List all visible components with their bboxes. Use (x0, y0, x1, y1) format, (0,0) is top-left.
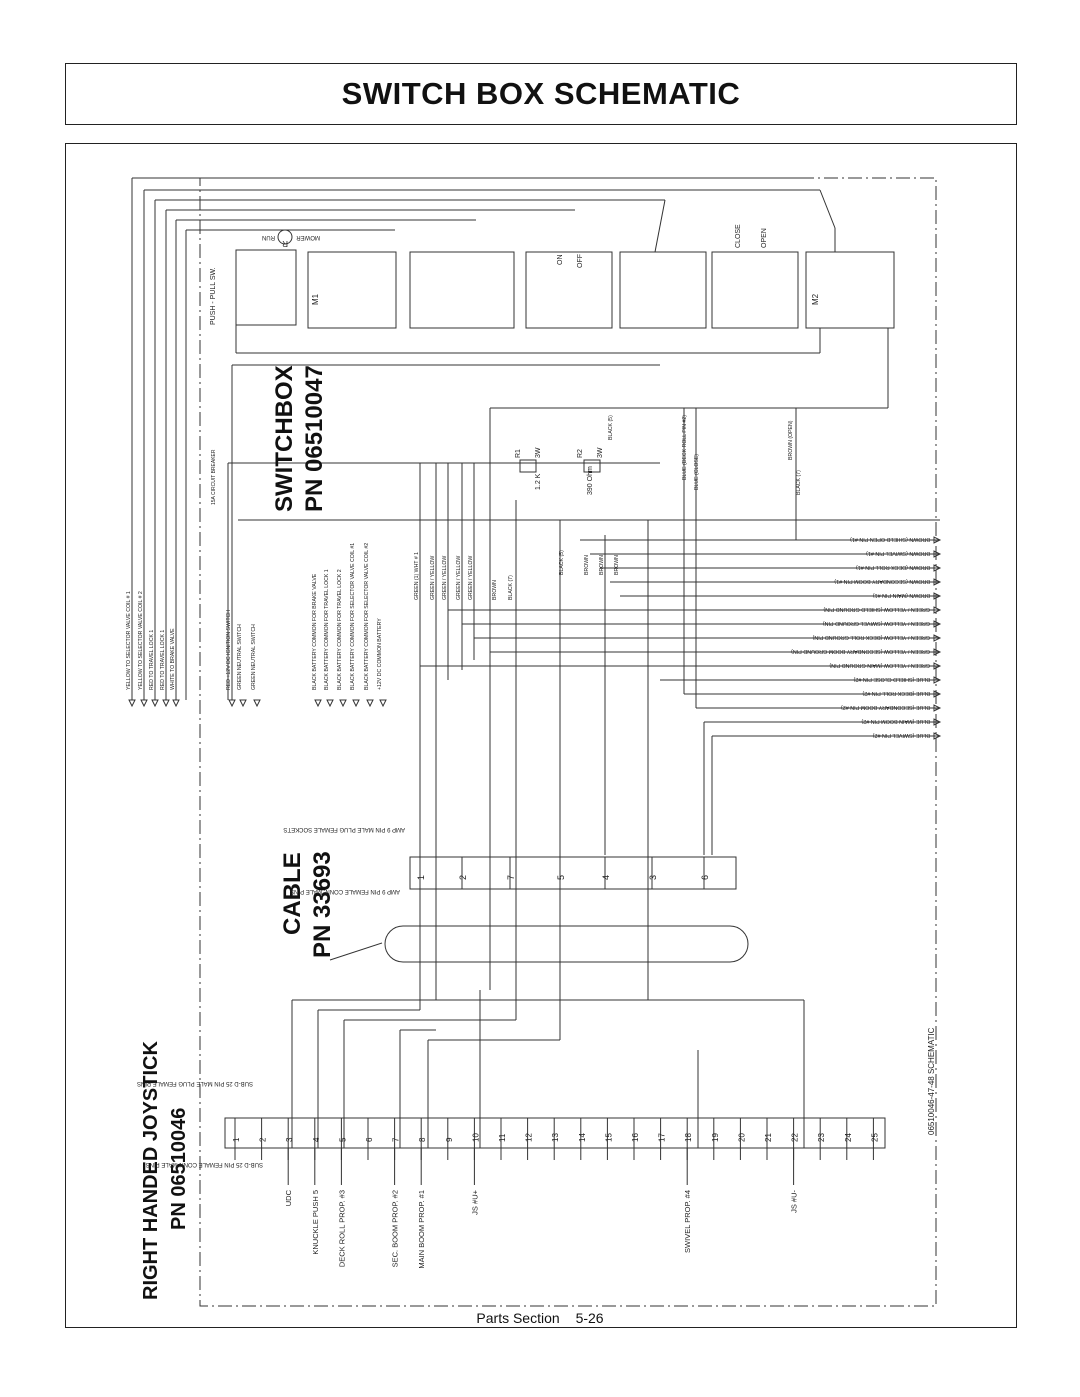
joystick-pin-number: 15 (604, 1133, 614, 1142)
left-wire-arrow (229, 700, 235, 706)
cable-pin-number: 4 (601, 874, 611, 880)
switchbox-wire-label: BLACK (7) (796, 470, 802, 495)
left-wire-arrow (367, 700, 373, 706)
joystick-pin-number: 9 (444, 1137, 454, 1142)
m2-label: M2 (811, 293, 820, 305)
left-wire-label: BLACK BATTERY COMMON FOR TRAVEL LOCK 2 (337, 569, 343, 690)
switchbox-wire-label: BLACK (5) (608, 415, 614, 440)
page-title: SWITCH BOX SCHEMATIC (341, 76, 741, 111)
wire-color-label: GREEN / YELLOW (468, 555, 474, 600)
resistor-r1 (520, 460, 536, 472)
m1-label: M1 (311, 293, 320, 305)
left-wire-label: GREEN NEUTRAL SWITCH (237, 624, 243, 690)
wire-color-label: BLACK (7) (508, 575, 514, 600)
joystick-signal-label: UDC (284, 1190, 294, 1207)
joystick-pin-number: 19 (710, 1133, 720, 1142)
joystick-connector (225, 1118, 885, 1148)
joystick-pin-number: 25 (870, 1133, 880, 1142)
joystick-pin-number: 18 (684, 1133, 694, 1142)
left-wire-label: GREEN NEUTRAL SWITCH (251, 624, 257, 690)
right-wire-label: BLUE (SECONDARY BOOM PIN #2) (840, 704, 930, 710)
switchbox-pn: PN 06510047 (301, 365, 328, 512)
joystick-pin-number: 12 (524, 1133, 534, 1142)
wire-color-label: BROWN (599, 555, 605, 575)
cable-pin-number: 2 (458, 874, 468, 880)
joystick-pn: PN 06510046 (168, 1107, 190, 1230)
left-wire-arrow (254, 700, 260, 706)
wire-color-label: BROWN (614, 555, 620, 575)
cable-pn: PN 33693 (309, 851, 336, 958)
cable-pin-number: 3 (648, 874, 658, 880)
right-wire-label: GREEN / YELLOW (SWIVEL GROUND PIN) (822, 620, 930, 626)
switchbox-wire-label: BLUE (DECK ROLL PIN #2) (682, 415, 688, 480)
left-wire-label: +12V DC COMMON BATTERY (377, 618, 383, 690)
page-footer (0, 1310, 1080, 1326)
joystick-conn-label: SUB-D 25 PIN FEMALE CONN MALE PINS (145, 1161, 263, 1167)
wire-color-label: BROWN (492, 580, 498, 600)
left-wire-arrow (240, 700, 246, 706)
joystick-pin-number: 2 (258, 1137, 268, 1142)
joystick-pin-number: 13 (551, 1133, 561, 1142)
cable-connector-block (410, 857, 736, 889)
right-wire-label: BROWN (SWIVEL PIN #1) (866, 550, 930, 556)
joystick-pin-number: 21 (764, 1133, 773, 1142)
left-wire-label: RED +12V DC IGNITION SWITCH (226, 610, 232, 690)
joystick-pin-number: 5 (338, 1137, 348, 1142)
push-pull-label: PUSH - PULL SW. (210, 267, 217, 325)
footer-section: Parts Section (470, 1310, 565, 1326)
r2-value: 390 Ohm (587, 466, 594, 495)
left-wire-label: BLACK BATTERY COMMON FOR SELECTOR VALVE COIL #1 (350, 542, 356, 690)
joystick-pin-number: 14 (577, 1133, 587, 1142)
joystick-pin-number: 17 (657, 1133, 667, 1142)
left-wire-arrow (163, 700, 169, 706)
cable-pin-number: 7 (506, 874, 516, 880)
breaker-label: 15A CIRCUIT BREAKER (211, 449, 217, 505)
right-wire-label: BROWN (DECK ROLL PIN #1) (855, 564, 930, 570)
right-wire-label: BROWN (SHIELD OPEN PIN #1) (850, 536, 930, 542)
joystick-pin-number: 7 (391, 1137, 401, 1142)
left-wire-arrow (340, 700, 346, 706)
r1-value: 1.2 K (535, 473, 542, 490)
push-pull-switch (236, 250, 296, 325)
left-wire-arrow (327, 700, 333, 706)
open-label: OPEN (761, 228, 768, 248)
cable-pin-number: 1 (416, 874, 426, 880)
left-wire-arrow (152, 700, 158, 706)
joystick-signal-label: JS #U+ (470, 1190, 480, 1215)
right-wire-label: BROWN (MAIN PIN #1) (872, 592, 930, 598)
relay-m1 (308, 252, 396, 328)
right-wire-label: BLUE (DECK ROLL PIN #2) (862, 690, 930, 696)
right-wire-label: BLUE (SHIELD CLOSE PIN #2) (853, 676, 930, 682)
drawing-number: 06510046-47-48 SCHEMATIC (927, 1027, 936, 1135)
footer-page: 5-26 (570, 1310, 610, 1326)
wire-color-label: GREEN / YELLOW (442, 555, 448, 600)
joystick-pin-number: 22 (790, 1133, 800, 1142)
joystick-pin-number: 10 (471, 1133, 481, 1142)
joystick-pin-number: 11 (498, 1133, 507, 1142)
left-wire-label: BLACK BATTERY COMMON FOR SELECTOR VALVE COIL #2 (364, 542, 370, 690)
joystick-signal-label: JS #U- (789, 1190, 799, 1213)
safety-shield-switch (712, 252, 798, 328)
relay-m2 (806, 252, 894, 328)
left-wire-label: YELLOW TO SELECTOR VALVE COIL # 1 (126, 591, 132, 690)
left-wire-arrow (353, 700, 359, 706)
left-wire-label: YELLOW TO SELECTOR VALVE COIL # 2 (138, 591, 144, 690)
joystick-pin-number: 20 (737, 1133, 747, 1142)
wire-color-label: GREEN / YELLOW (456, 555, 462, 600)
close-label: CLOSE (735, 224, 742, 248)
mower-r-label: R (282, 239, 288, 248)
joystick-signal-label: KNUCKLE PUSH 5 (310, 1190, 320, 1255)
joystick-pin-number: 8 (418, 1137, 428, 1142)
joystick-signal-label: SWIVEL PROP. #4 (683, 1190, 693, 1253)
joystick-pin-number: 16 (631, 1133, 640, 1142)
wire-color-label: GREEN (1) WHT # 1 (414, 551, 420, 600)
left-wire-arrow (173, 700, 179, 706)
switchbox-wire-label: BROWN (OPEN) (788, 420, 794, 460)
right-wire-label: BLUE (MAIN BOOM PIN #2) (861, 718, 930, 724)
left-wire-arrow (315, 700, 321, 706)
joystick-label: RIGHT HANDED JOYSTICK (140, 1041, 162, 1300)
joystick-plug-label: SUB-D 25 PIN MALE PLUG FEMALE PINS (136, 1080, 253, 1086)
left-wire-label: RED TO TRAVEL LOCK 1 (160, 629, 166, 690)
on-label: ON (557, 254, 564, 265)
off-label: OFF (577, 254, 584, 268)
r1-watt: 3W (535, 447, 542, 458)
right-wire-label: BLUE (SWIVEL PIN #2) (872, 732, 930, 738)
joystick-pin-number: 4 (311, 1137, 321, 1142)
right-wire-label: GREEN / YELLOW (SHIELD GROUND PIN) (823, 606, 930, 612)
run-label: RUN (262, 234, 275, 240)
mower-label: MOWER (296, 234, 320, 240)
wire-color-label: BLACK (5) (559, 550, 565, 575)
switch-3 (410, 252, 514, 328)
joystick-pin-number: 1 (232, 1137, 241, 1142)
cable-plug-label: AMP 9 PIN MALE PLUG FEMALE SOCKETS (283, 826, 405, 832)
joystick-signal-label: MAIN BOOM PROP. #1 (417, 1190, 427, 1269)
right-wire-label: GREEN / YELLOW (DECK ROLL GROUND PIN) (812, 634, 930, 640)
left-wire-arrow (141, 700, 147, 706)
deck-float-switch (526, 252, 612, 328)
cable-pin-number: 5 (556, 874, 566, 880)
r2-watt: 3W (597, 447, 604, 458)
r1-label: R1 (515, 449, 522, 458)
left-wire-label: BLACK BATTERY COMMON FOR TRAVEL LOCK 1 (324, 569, 330, 690)
left-wire-label: RED TO TRAVEL LOCK 1 (149, 629, 155, 690)
right-wire-label: BROWN (SECONDARY BOOM PIN #1) (834, 578, 930, 584)
joystick-pin-number: 23 (817, 1133, 827, 1142)
joystick-signal-label: DECK ROLL PROP. #3 (337, 1190, 347, 1268)
cable-label: CABLE (279, 852, 306, 935)
left-wire-label: BLACK BATTERY COMMON FOR BRAKE VALVE (312, 573, 318, 690)
joystick-pin-number: 6 (365, 1137, 374, 1142)
cable-conn-label: AMP 9 PIN FEMALE CONN. MALE PINS (290, 888, 400, 894)
left-wire-label: WHITE TO BRAKE VALVE (170, 628, 176, 690)
joystick-signal-label: SEC. BOOM PROP. #2 (390, 1190, 400, 1268)
left-wire-arrow (129, 700, 135, 706)
wire-color-label: BROWN (584, 555, 590, 575)
switchbox-wire-label: BLUE (CLOSE) (694, 453, 700, 490)
joystick-pin-number: 3 (285, 1137, 295, 1142)
joystick-pin-number: 24 (843, 1133, 853, 1142)
r2-label: R2 (577, 449, 584, 458)
cable-sheath (385, 926, 748, 962)
wire-color-label: GREEN / YELLOW (430, 555, 436, 600)
right-wire-label: GREEN / YELLOW (SECONDARY BOOM GROUND PIN) (791, 648, 930, 654)
left-wire-arrow (380, 700, 386, 706)
mower-relay-symbol (278, 230, 292, 248)
switchbox-label: SWITCHBOX (271, 365, 298, 512)
cable-pin-number: 6 (700, 874, 710, 880)
travel-lock-switch (620, 252, 706, 328)
right-wire-label: GREEN / YELLOW (MAIN GROUND PIN) (829, 662, 930, 668)
